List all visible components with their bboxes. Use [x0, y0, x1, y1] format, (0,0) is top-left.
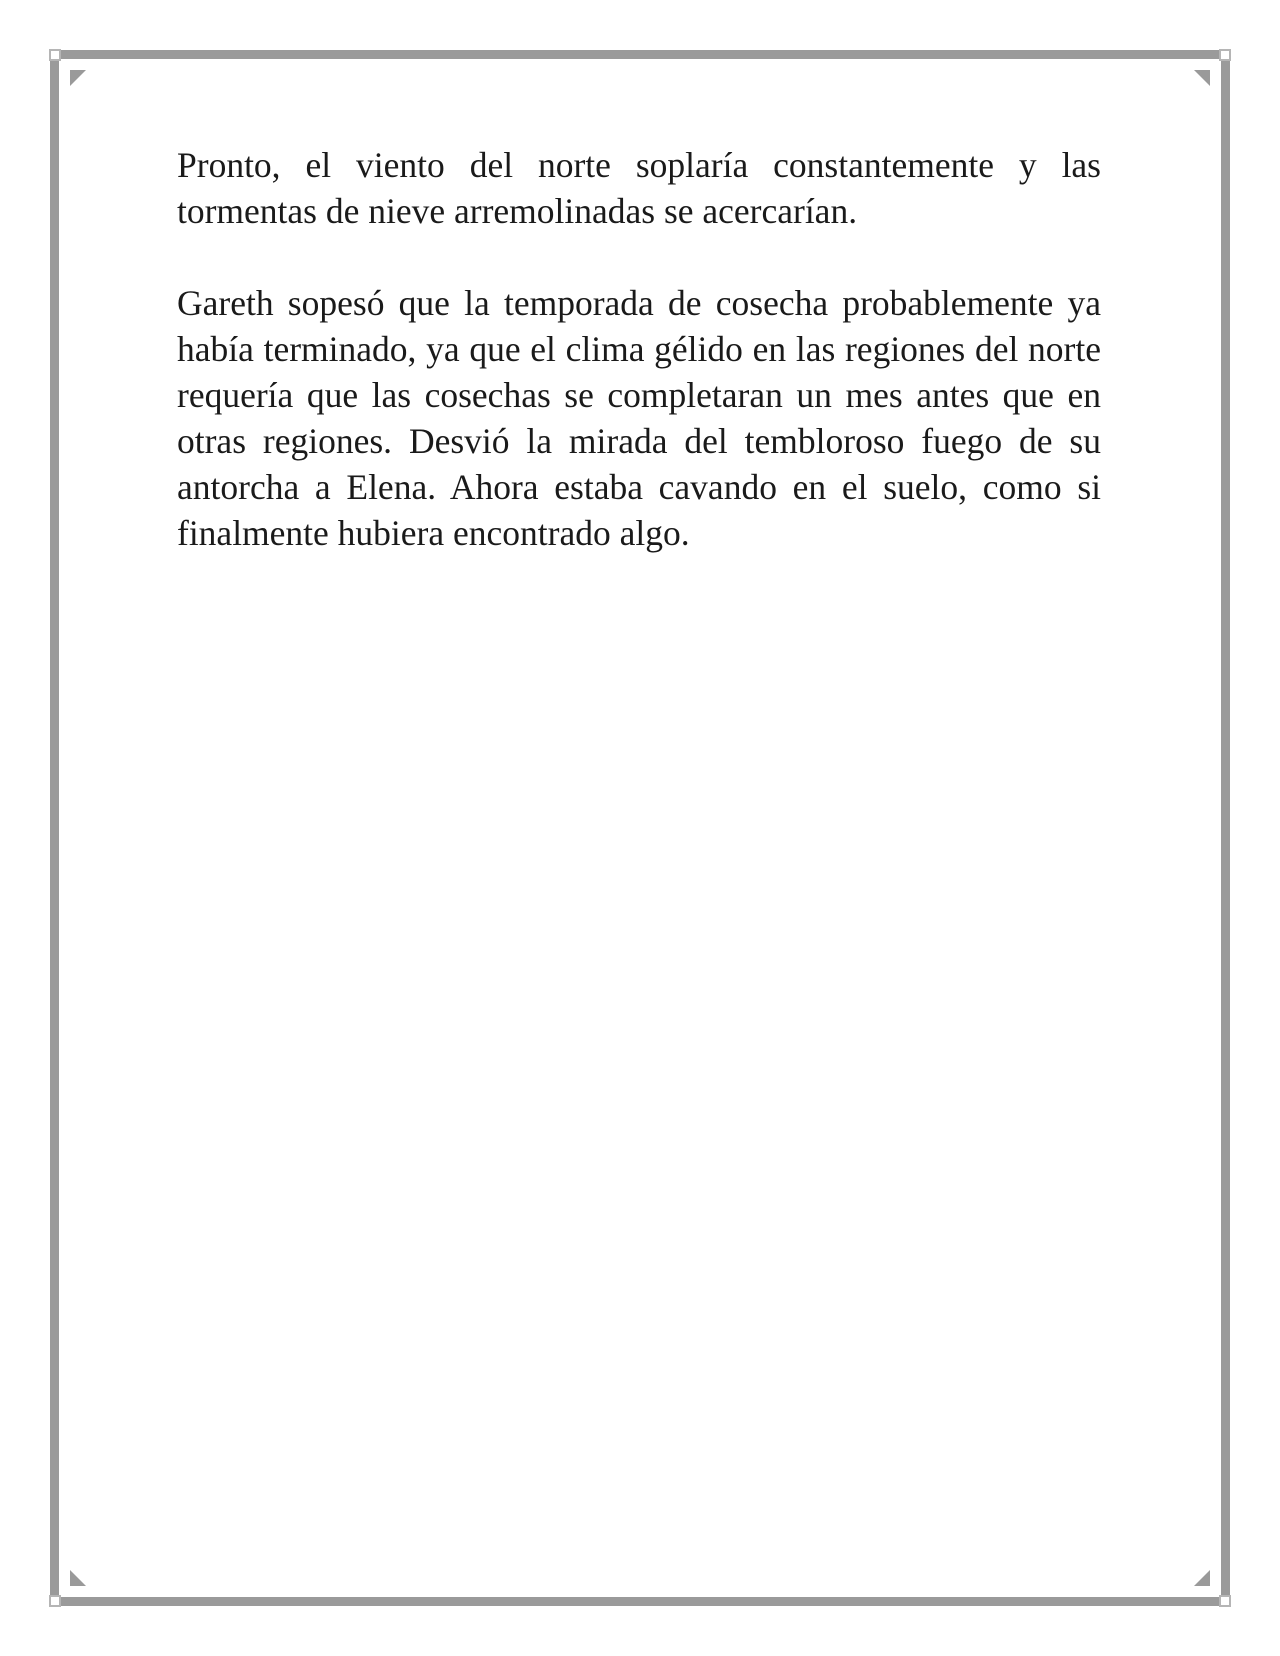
- paragraph-1: Pronto, el viento del norte soplaría constantemente y las tormentas de nieve arremolinadas se acercarían.: [177, 145, 1101, 231]
- corner-square-bl: [50, 1596, 60, 1606]
- corner-triangle-br: [1194, 1570, 1210, 1586]
- corner-square-tr: [1220, 50, 1230, 60]
- corner-triangle-tl: [70, 70, 86, 86]
- border-left: [50, 60, 59, 1596]
- story-text: [177, 142, 1101, 556]
- corner-square-tl: [50, 50, 60, 60]
- border-bottom: [60, 1597, 1220, 1606]
- corner-square-br: [1220, 1596, 1230, 1606]
- border-right: [1221, 60, 1230, 1596]
- border-top: [60, 50, 1220, 59]
- corner-triangle-bl: [70, 1570, 86, 1586]
- corner-triangle-tr: [1194, 70, 1210, 86]
- paragraph-2: Gareth sopesó que la temporada de cosecha probablemente ya había terminado, ya que el clima gélido en las regiones del norte requería que las cosechas se completaran un mes antes que en otras regiones. Desvió la mirada del tembloroso fuego de su antorcha a Elena. Ahora estaba cavando en el suelo, como si finalmente hubiera encontrado algo.: [177, 283, 1101, 553]
